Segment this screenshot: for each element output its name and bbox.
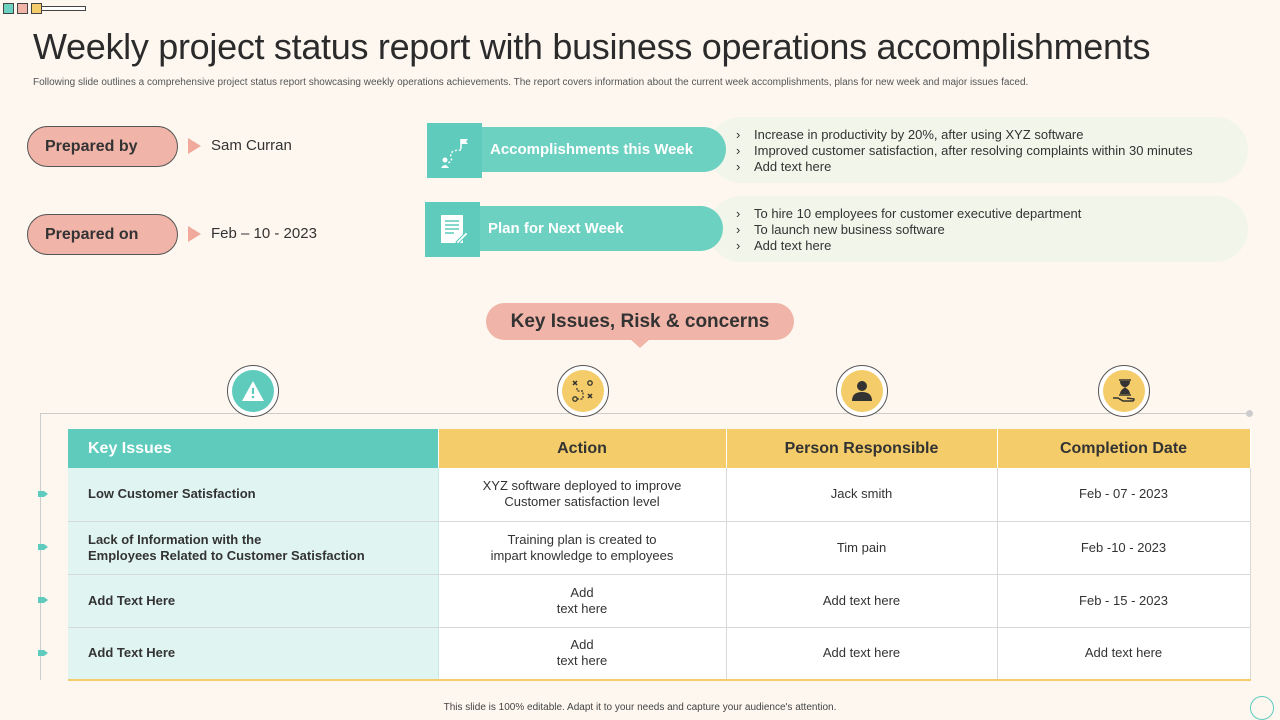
accomplishment-item: › Improved customer satisfaction, after resolving complaints within 30 minutes bbox=[754, 143, 1248, 159]
action-text: Add bbox=[570, 637, 594, 653]
table-header-action: Action bbox=[438, 429, 726, 468]
strategy-icon bbox=[557, 365, 609, 417]
date-cell: Feb -10 - 2023 bbox=[997, 521, 1250, 574]
prepared-on-label: Prepared on bbox=[27, 214, 178, 255]
issue-text: Add Text Here bbox=[88, 645, 176, 661]
accomplishments-list bbox=[708, 117, 1248, 183]
table-header-key-issues: Key Issues bbox=[68, 429, 438, 468]
action-cell bbox=[438, 574, 726, 627]
decorative-circle bbox=[1250, 696, 1274, 720]
person-cell: Add text here bbox=[726, 627, 997, 680]
row-marker-icon bbox=[38, 650, 46, 656]
action-cell bbox=[438, 521, 726, 574]
row-marker-icon bbox=[38, 544, 46, 550]
banner-pointer bbox=[630, 339, 650, 348]
action-text: Customer satisfaction level bbox=[504, 494, 660, 510]
plan-item: › To launch new business software bbox=[754, 222, 1248, 238]
action-text: XYZ software deployed to improve bbox=[482, 478, 682, 494]
plan-item: › To hire 10 employees for customer executive department bbox=[754, 206, 1248, 222]
key-issues-banner: Key Issues, Risk & concerns bbox=[486, 303, 794, 340]
action-text: impart knowledge to employees bbox=[490, 547, 674, 563]
date-cell: Feb - 15 - 2023 bbox=[997, 574, 1250, 627]
person-icon bbox=[836, 365, 888, 417]
deco-square bbox=[17, 3, 28, 14]
pointer-triangle-icon bbox=[188, 226, 201, 242]
date-cell: Feb - 07 - 2023 bbox=[997, 468, 1250, 521]
issue-text: Lack of Information with the bbox=[88, 531, 262, 547]
person-cell: Jack smith bbox=[726, 468, 997, 521]
flag-path-icon bbox=[427, 123, 482, 178]
deco-square bbox=[3, 3, 14, 14]
prepared-by-value: Sam Curran bbox=[211, 137, 292, 154]
action-text: text here bbox=[556, 653, 608, 669]
action-text: text here bbox=[556, 600, 608, 616]
action-cell bbox=[438, 468, 726, 521]
prepared-by-label: Prepared by bbox=[27, 126, 178, 167]
issue-cell bbox=[68, 627, 438, 680]
action-text: Add bbox=[570, 584, 594, 600]
table-row bbox=[68, 521, 1250, 574]
table-header-person: Person Responsible bbox=[726, 429, 997, 468]
issue-text: Add Text Here bbox=[88, 592, 176, 608]
action-text: Training plan is created to bbox=[507, 531, 657, 547]
hourglass-icon bbox=[1098, 365, 1150, 417]
issue-text: Employees Related to Customer Satisfaction bbox=[88, 547, 365, 563]
date-cell: Add text here bbox=[997, 627, 1250, 680]
plan-item: › Add text here bbox=[754, 238, 1248, 254]
table-row bbox=[68, 468, 1250, 521]
deco-line bbox=[42, 6, 86, 11]
person-cell: Tim pain bbox=[726, 521, 997, 574]
footer-note: This slide is 100% editable. Adapt it to your needs and capture your audience's attention. bbox=[443, 702, 837, 713]
page-subtitle: Following slide outlines a comprehensive project status report showcasing weekly operations achievements. The report covers information about the current week accomplishments, plans for new week and major issues faced. bbox=[33, 77, 1029, 88]
issue-cell bbox=[68, 468, 438, 521]
accomplishment-item: › Increase in productivity by 20%, after using XYZ software bbox=[754, 127, 1248, 143]
issue-text: Low Customer Satisfaction bbox=[88, 486, 256, 502]
accomplishments-title: Accomplishments this Week bbox=[480, 127, 726, 172]
issues-table bbox=[68, 429, 1251, 681]
warning-icon bbox=[227, 365, 279, 417]
page-title: Weekly project status report with business operations accomplishments bbox=[33, 26, 1151, 67]
prepared-on-value: Feb – 10 - 2023 bbox=[211, 225, 317, 242]
row-marker-icon bbox=[38, 491, 46, 497]
person-cell: Add text here bbox=[726, 574, 997, 627]
deco-square bbox=[31, 3, 42, 14]
table-row bbox=[68, 574, 1250, 627]
action-cell bbox=[438, 627, 726, 680]
issue-cell bbox=[68, 521, 438, 574]
plan-title: Plan for Next Week bbox=[478, 206, 723, 251]
decorative-squares bbox=[3, 3, 86, 14]
row-marker-icon bbox=[38, 597, 46, 603]
pointer-triangle-icon bbox=[188, 138, 201, 154]
divider-dot bbox=[1246, 410, 1253, 417]
table-header-date: Completion Date bbox=[997, 429, 1250, 468]
divider-line bbox=[40, 413, 1250, 414]
document-icon bbox=[425, 202, 480, 257]
table-row bbox=[68, 627, 1250, 680]
issue-cell bbox=[68, 574, 438, 627]
accomplishment-item: › Add text here bbox=[754, 159, 1248, 175]
plan-list bbox=[708, 196, 1248, 262]
